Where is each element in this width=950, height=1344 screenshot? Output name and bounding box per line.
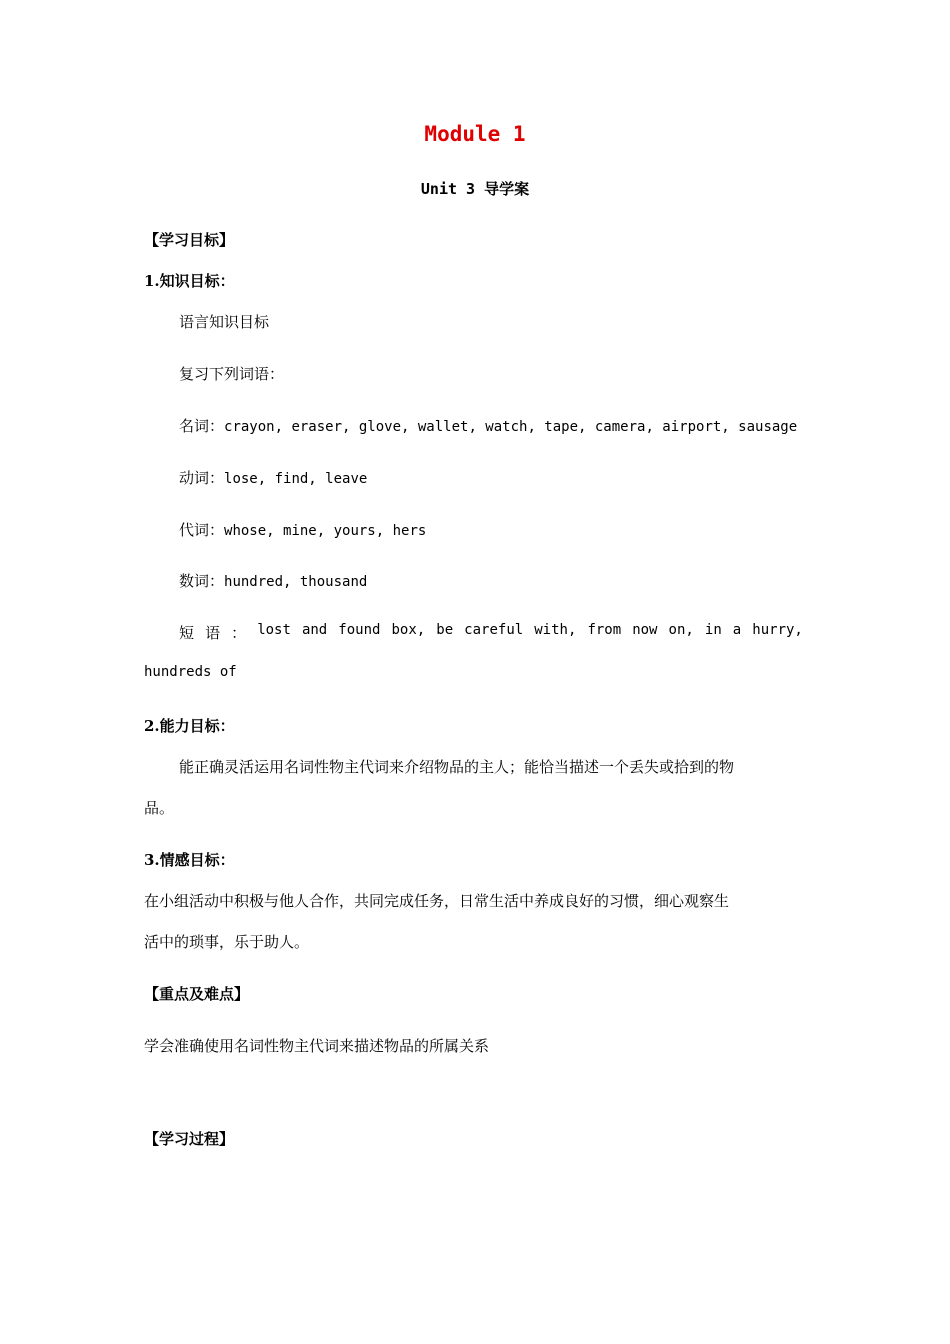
phrases-label-char: 语 (205, 624, 221, 642)
phrases-label-char: 短 (179, 624, 195, 642)
emotion-heading: 3.情感目标： (144, 851, 235, 869)
nouns-line (179, 415, 797, 436)
phrase-word: and (301, 622, 328, 638)
ability-text-line-1: 能正确灵活运用名词性物主代词来介绍物品的主人；能恰当描述一个丢失或拾到的物 (179, 758, 735, 776)
phrase-word: found (338, 622, 381, 638)
key-points-text: 学会准确使用名词性物主代词来描述物品的所属关系 (144, 1037, 490, 1055)
phrase-word: be (436, 622, 454, 638)
document-title: Module 1 (424, 122, 526, 146)
numerals-label: 数词： (179, 572, 225, 590)
numerals-line (179, 570, 367, 591)
phrase-word: careful (464, 622, 524, 638)
knowledge-heading: 1.知识目标： (144, 272, 235, 290)
pronouns-list: whose, mine, yours, hers (224, 523, 427, 539)
pronouns-line (179, 519, 426, 540)
verbs-list: lose, find, leave (224, 471, 368, 487)
phrases-line-2: hundreds of (144, 664, 237, 680)
nouns-list: crayon, eraser, glove, wallet, watch, tape, camera, airport, sausage (224, 419, 798, 435)
verbs-label: 动词： (179, 469, 225, 487)
phrase-word: from (587, 622, 622, 638)
ability-text-line-2: 品。 (144, 799, 175, 817)
phrase-word: box, (391, 622, 426, 638)
key-points-heading: 【重点及难点】 (144, 985, 250, 1003)
numerals-list: hundred, thousand (224, 574, 368, 590)
phrase-word: in (704, 622, 722, 638)
phrase-word: lost (257, 622, 291, 638)
phrases-label-char: ： (231, 624, 247, 642)
emotion-text-line-1: 在小组活动中积极与他人合作，共同完成任务，日常生活中养成良好的习惯，细心观察生 (144, 892, 730, 910)
phrase-word: on, (668, 622, 694, 638)
document-subtitle: Unit 3 导学案 (420, 180, 530, 198)
emotion-text-line-2: 活中的琐事，乐于助人。 (144, 933, 310, 951)
phrases-line-1 (179, 622, 803, 643)
verbs-line (179, 467, 367, 488)
objectives-heading: 【学习目标】 (144, 231, 235, 249)
phrase-word: a (732, 622, 742, 638)
nouns-label: 名词： (179, 417, 225, 435)
pronouns-label: 代词： (179, 521, 225, 539)
process-heading: 【学习过程】 (144, 1130, 235, 1148)
phrase-word: with, (534, 622, 577, 638)
knowledge-review: 复习下列词语： (179, 365, 285, 383)
ability-heading: 2.能力目标： (144, 717, 235, 735)
phrase-word: now (632, 622, 658, 638)
phrase-word: hurry, (752, 622, 803, 638)
knowledge-intro: 语言知识目标 (179, 313, 270, 331)
